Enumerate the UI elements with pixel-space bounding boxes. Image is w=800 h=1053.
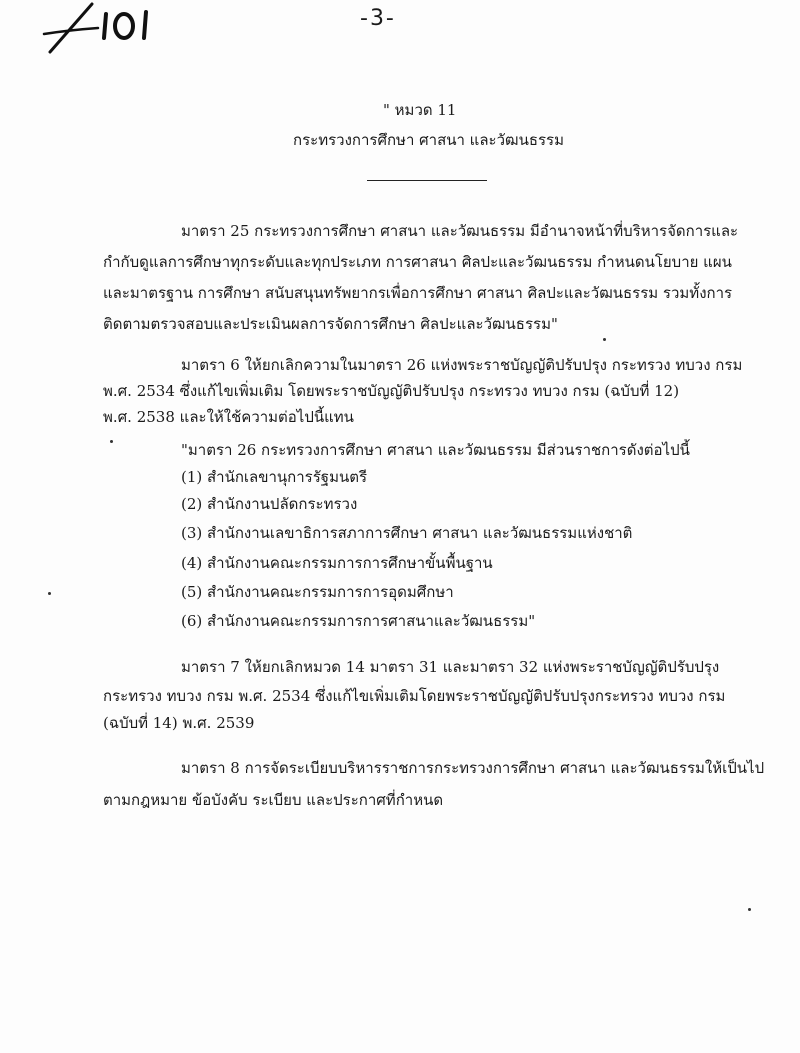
ministry-unit-item: (3) สำนักงานเลขาธิการสภาการศึกษา ศาสนา และวัฒนธรรมแห่งชาติ (181, 524, 633, 542)
section8-line-2: ตามกฎหมาย ข้อบังคับ ระเบียบ และประกาศที่กำหนด (103, 791, 444, 809)
heading-divider (367, 180, 487, 181)
scan-speck (603, 338, 606, 341)
scan-speck (48, 592, 51, 595)
ministry-unit-item: (5) สำนักงานคณะกรรมการการอุดมศึกษา (181, 583, 454, 601)
section6-line-1: มาตรา 6 ให้ยกเลิกความในมาตรา 26 แห่งพระราชบัญญัติปรับปรุง กระทรวง ทบวง กรม (181, 356, 743, 374)
ministry-unit-item: (2) สำนักงานปลัดกระทรวง (181, 495, 358, 513)
scan-speck (110, 440, 113, 443)
chapter-subtitle: กระทรวงการศึกษา ศาสนา และวัฒนธรรม (293, 131, 564, 149)
section8-line-1: มาตรา 8 การจัดระเบียบบริหารราชการกระทรวงการศึกษา ศาสนา และวัฒนธรรมให้เป็นไป (181, 759, 765, 777)
ministry-unit-item: (1) สำนักเลขานุการรัฐมนตรี (181, 468, 368, 486)
section25-line-3: และมาตรฐาน การศึกษา สนับสนุนทรัพยากรเพื่อการศึกษา ศาสนา ศิลปะและวัฒนธรรม รวมทั้งการ (103, 284, 733, 302)
section25-line-2: กำกับดูแลการศึกษาทุกระดับและทุกประเภท การศาสนา ศิลปะและวัฒนธรรม กำหนดนโยบาย แผน (103, 253, 732, 271)
ministry-unit-item: (4) สำนักงานคณะกรรมการการศึกษาขั้นพื้นฐาน (181, 554, 493, 572)
handwritten-page-mark (40, 0, 170, 60)
section7-line-2: กระทรวง ทบวง กรม พ.ศ. 2534 ซึ่งแก้ไขเพิ่มเติมโดยพระราชบัญญัติปรับปรุงกระทรวง ทบวง กรม (103, 687, 726, 705)
ministry-unit-item: (6) สำนักงานคณะกรรมการการศาสนาและวัฒนธรรม" (181, 612, 536, 630)
chapter-title: " หมวด 11 (383, 101, 457, 119)
section6-line-3: พ.ศ. 2538 และให้ใช้ความต่อไปนี้แทน (103, 408, 354, 426)
section25-line-1: มาตรา 25 กระทรวงการศึกษา ศาสนา และวัฒนธรรม มีอำนาจหน้าที่บริหารจัดการและ (181, 222, 739, 240)
scan-speck (748, 908, 751, 911)
section26-quote-intro: "มาตรา 26 กระทรวงการศึกษา ศาสนา และวัฒนธรรม มีส่วนราชการดังต่อไปนี้ (181, 441, 690, 459)
section7-line-1: มาตรา 7 ให้ยกเลิกหมวด 14 มาตรา 31 และมาตรา 32 แห่งพระราชบัญญัติปรับปรุง (181, 658, 720, 676)
section25-line-4: ติดตามตรวจสอบและประเมินผลการจัดการศึกษา ศิลปะและวัฒนธรรม" (103, 315, 558, 333)
section6-line-2: พ.ศ. 2534 ซึ่งแก้ไขเพิ่มเติม โดยพระราชบัญญัติปรับปรุง กระทรวง ทบวง กรม (ฉบับที่ 12) (103, 382, 680, 400)
page-number: -3- (360, 6, 396, 31)
section7-line-3: (ฉบับที่ 14) พ.ศ. 2539 (103, 714, 255, 732)
